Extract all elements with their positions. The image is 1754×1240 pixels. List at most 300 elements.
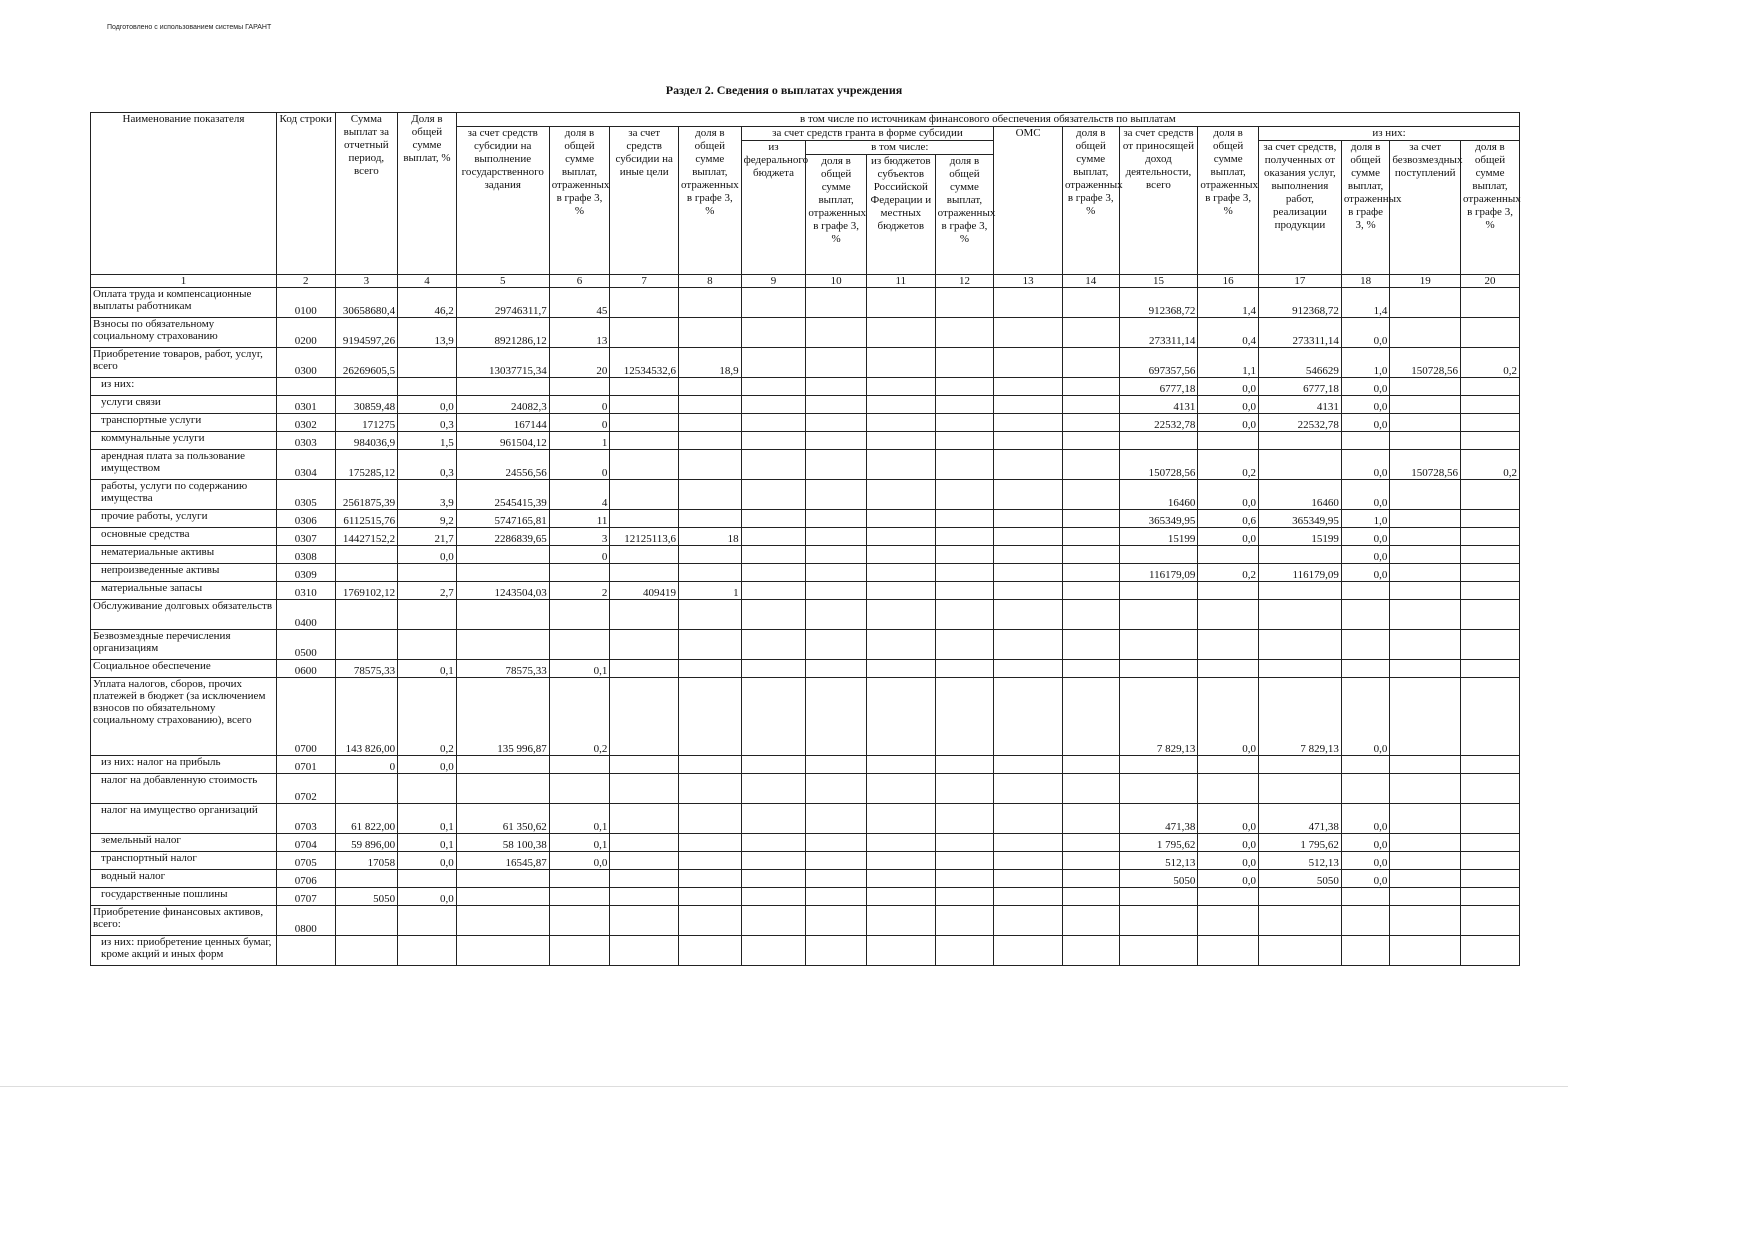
cell-col-14: [1062, 432, 1119, 450]
cell-col-12: [935, 834, 994, 852]
header-col-12: доля в общей сумме выплат, отраженных в графе 3, %: [935, 155, 994, 275]
table-row: [91, 852, 1520, 870]
cell-col-8: [679, 480, 742, 510]
cell-col-10: [806, 756, 867, 774]
cell-col-15: 6777,18: [1119, 378, 1198, 396]
row-code: 0704: [276, 834, 335, 852]
cell-col-7: [610, 804, 679, 834]
cell-col-5: [456, 600, 549, 630]
cell-col-15: 7 829,13: [1119, 678, 1198, 756]
cell-col-19: [1390, 678, 1461, 756]
cell-col-15: [1119, 660, 1198, 678]
cell-col-12: [935, 870, 994, 888]
cell-col-14: [1062, 288, 1119, 318]
cell-col-7: [610, 906, 679, 936]
cell-col-3: [335, 906, 398, 936]
cell-col-6: 0,1: [549, 660, 610, 678]
cell-col-17: 4131: [1258, 396, 1341, 414]
cell-col-10: [806, 852, 867, 870]
cell-col-18: [1341, 600, 1390, 630]
cell-col-15: [1119, 888, 1198, 906]
cell-col-19: [1390, 600, 1461, 630]
header-col-19: за счет безвозмездных поступлений: [1390, 141, 1461, 275]
cell-col-4: [398, 774, 457, 804]
cell-col-19: [1390, 546, 1461, 564]
cell-col-12: [935, 888, 994, 906]
cell-col-4: [398, 600, 457, 630]
cell-col-11: [866, 480, 935, 510]
row-name: земельный налог: [91, 834, 277, 852]
cell-col-8: 18: [679, 528, 742, 546]
cell-col-19: [1390, 870, 1461, 888]
cell-col-4: 13,9: [398, 318, 457, 348]
cell-col-3: [335, 936, 398, 966]
table-row: [91, 756, 1520, 774]
cell-col-5: 61 350,62: [456, 804, 549, 834]
cell-col-3: 26269605,5: [335, 348, 398, 378]
cell-col-12: [935, 756, 994, 774]
cell-col-6: 0: [549, 450, 610, 480]
cell-col-3: 5050: [335, 888, 398, 906]
table-row: [91, 510, 1520, 528]
cell-col-3: [335, 564, 398, 582]
cell-col-16: 1,4: [1198, 288, 1259, 318]
cell-col-8: [679, 288, 742, 318]
cell-col-14: [1062, 348, 1119, 378]
cell-col-12: [935, 414, 994, 432]
cell-col-12: [935, 318, 994, 348]
cell-col-18: 0,0: [1341, 546, 1390, 564]
cell-col-5: [456, 378, 549, 396]
row-code: 0703: [276, 804, 335, 834]
cell-col-8: [679, 378, 742, 396]
cell-col-13: [994, 510, 1063, 528]
cell-col-9: [741, 870, 806, 888]
cell-col-13: [994, 288, 1063, 318]
cell-col-8: [679, 936, 742, 966]
cell-col-15: 5050: [1119, 870, 1198, 888]
page-bottom-edge: [0, 1086, 1568, 1087]
cell-col-14: [1062, 318, 1119, 348]
cell-col-4: [398, 348, 457, 378]
cell-col-17: [1258, 774, 1341, 804]
cell-col-12: [935, 774, 994, 804]
cell-col-19: 150728,56: [1390, 450, 1461, 480]
cell-col-7: [610, 378, 679, 396]
table-row: [91, 414, 1520, 432]
cell-col-14: [1062, 396, 1119, 414]
table-row: [91, 288, 1520, 318]
header-col-7: за счет средств субсидии на иные цели: [610, 127, 679, 275]
cell-col-6: [549, 870, 610, 888]
cell-col-5: [456, 630, 549, 660]
table-row: [91, 378, 1520, 396]
cell-col-15: 1 795,62: [1119, 834, 1198, 852]
cell-col-7: [610, 600, 679, 630]
cell-col-3: 61 822,00: [335, 804, 398, 834]
cell-col-5: 8921286,12: [456, 318, 549, 348]
row-name: государственные пошлины: [91, 888, 277, 906]
cell-col-5: [456, 936, 549, 966]
cell-col-3: [335, 378, 398, 396]
cell-col-16: 0,2: [1198, 564, 1259, 582]
cell-col-14: [1062, 510, 1119, 528]
cell-col-15: [1119, 774, 1198, 804]
header-col-17: за счет средств, полученных от оказания услуг, выполнения работ, реализации продукции: [1258, 141, 1341, 275]
row-code: 0700: [276, 678, 335, 756]
cell-col-10: [806, 288, 867, 318]
row-code: 0800: [276, 906, 335, 936]
cell-col-10: [806, 804, 867, 834]
cell-col-9: [741, 630, 806, 660]
cell-col-8: [679, 888, 742, 906]
cell-col-18: 0,0: [1341, 450, 1390, 480]
column-number-15: 15: [1119, 275, 1198, 288]
cell-col-11: [866, 564, 935, 582]
cell-col-15: 697357,56: [1119, 348, 1198, 378]
cell-col-20: [1461, 660, 1520, 678]
row-name: Оплата труда и компенсационные выплаты работникам: [91, 288, 277, 318]
cell-col-7: [610, 834, 679, 852]
cell-col-16: [1198, 756, 1259, 774]
cell-col-20: [1461, 546, 1520, 564]
cell-col-7: [610, 852, 679, 870]
cell-col-14: [1062, 678, 1119, 756]
cell-col-6: 1: [549, 432, 610, 450]
cell-col-6: 0,0: [549, 852, 610, 870]
cell-col-5: 1243504,03: [456, 582, 549, 600]
column-number-18: 18: [1341, 275, 1390, 288]
cell-col-13: [994, 600, 1063, 630]
cell-col-4: 0,0: [398, 396, 457, 414]
cell-col-4: 0,1: [398, 834, 457, 852]
cell-col-12: [935, 348, 994, 378]
cell-col-18: 0,0: [1341, 804, 1390, 834]
cell-col-8: [679, 906, 742, 936]
cell-col-8: [679, 414, 742, 432]
row-name: прочие работы, услуги: [91, 510, 277, 528]
cell-col-20: [1461, 318, 1520, 348]
cell-col-19: [1390, 378, 1461, 396]
cell-col-14: [1062, 756, 1119, 774]
cell-col-17: 5050: [1258, 870, 1341, 888]
cell-col-6: 0: [549, 414, 610, 432]
column-number-10: 10: [806, 275, 867, 288]
cell-col-20: [1461, 510, 1520, 528]
cell-col-19: [1390, 774, 1461, 804]
cell-col-4: [398, 936, 457, 966]
cell-col-19: [1390, 834, 1461, 852]
cell-col-20: 0,2: [1461, 348, 1520, 378]
cell-col-9: [741, 888, 806, 906]
table-row: [91, 546, 1520, 564]
cell-col-11: [866, 756, 935, 774]
row-code: 0702: [276, 774, 335, 804]
cell-col-16: 0,0: [1198, 528, 1259, 546]
cell-col-4: 0,2: [398, 678, 457, 756]
cell-col-13: [994, 804, 1063, 834]
cell-col-17: 546629: [1258, 348, 1341, 378]
row-name: из них:: [91, 378, 277, 396]
cell-col-14: [1062, 804, 1119, 834]
cell-col-7: [610, 774, 679, 804]
cell-col-19: [1390, 906, 1461, 936]
cell-col-3: 6112515,76: [335, 510, 398, 528]
cell-col-17: [1258, 906, 1341, 936]
cell-col-3: 1769102,12: [335, 582, 398, 600]
cell-col-3: 2561875,39: [335, 480, 398, 510]
cell-col-18: [1341, 432, 1390, 450]
cell-col-6: 2: [549, 582, 610, 600]
cell-col-16: 0,0: [1198, 834, 1259, 852]
cell-col-14: [1062, 774, 1119, 804]
cell-col-12: [935, 804, 994, 834]
cell-col-20: 0,2: [1461, 450, 1520, 480]
cell-col-4: 21,7: [398, 528, 457, 546]
row-code: 0701: [276, 756, 335, 774]
cell-col-13: [994, 348, 1063, 378]
cell-col-6: 3: [549, 528, 610, 546]
cell-col-9: [741, 432, 806, 450]
cell-col-19: [1390, 804, 1461, 834]
row-name: транспортные услуги: [91, 414, 277, 432]
cell-col-12: [935, 582, 994, 600]
table-row: [91, 564, 1520, 582]
cell-col-16: [1198, 600, 1259, 630]
cell-col-18: 1,0: [1341, 348, 1390, 378]
cell-col-16: 0,0: [1198, 804, 1259, 834]
cell-col-6: [549, 756, 610, 774]
cell-col-11: [866, 414, 935, 432]
column-number-2: 2: [276, 275, 335, 288]
row-code: 0306: [276, 510, 335, 528]
cell-col-19: [1390, 888, 1461, 906]
cell-col-6: 13: [549, 318, 610, 348]
cell-col-14: [1062, 600, 1119, 630]
row-name: транспортный налог: [91, 852, 277, 870]
column-number-1: 1: [91, 275, 277, 288]
cell-col-15: [1119, 630, 1198, 660]
cell-col-8: [679, 546, 742, 564]
cell-col-9: [741, 804, 806, 834]
cell-col-14: [1062, 888, 1119, 906]
cell-col-14: [1062, 834, 1119, 852]
row-name: услуги связи: [91, 396, 277, 414]
cell-col-4: 0,1: [398, 660, 457, 678]
payments-table: [90, 112, 1520, 966]
cell-col-14: [1062, 528, 1119, 546]
cell-col-19: [1390, 318, 1461, 348]
table-row: [91, 660, 1520, 678]
cell-col-4: [398, 870, 457, 888]
cell-col-3: 17058: [335, 852, 398, 870]
cell-col-3: 14427152,2: [335, 528, 398, 546]
cell-col-12: [935, 288, 994, 318]
cell-col-19: [1390, 936, 1461, 966]
cell-col-17: [1258, 888, 1341, 906]
cell-col-8: 1: [679, 582, 742, 600]
cell-col-17: 273311,14: [1258, 318, 1341, 348]
cell-col-16: [1198, 582, 1259, 600]
cell-col-8: [679, 660, 742, 678]
cell-col-4: 0,3: [398, 450, 457, 480]
cell-col-20: [1461, 600, 1520, 630]
cell-col-4: 9,2: [398, 510, 457, 528]
header-col-16: доля в общей сумме выплат, отраженных в графе 3, %: [1198, 127, 1259, 275]
cell-col-20: [1461, 870, 1520, 888]
cell-col-15: 471,38: [1119, 804, 1198, 834]
cell-col-13: [994, 852, 1063, 870]
cell-col-12: [935, 600, 994, 630]
header-col-20: доля в общей сумме выплат, отраженных в графе 3, %: [1461, 141, 1520, 275]
table-row: [91, 600, 1520, 630]
cell-col-8: [679, 432, 742, 450]
cell-col-7: [610, 480, 679, 510]
cell-col-19: [1390, 630, 1461, 660]
cell-col-9: [741, 546, 806, 564]
table-row: [91, 678, 1520, 756]
cell-col-3: 984036,9: [335, 432, 398, 450]
cell-col-16: 0,0: [1198, 414, 1259, 432]
cell-col-13: [994, 432, 1063, 450]
cell-col-4: 0,0: [398, 852, 457, 870]
cell-col-19: [1390, 288, 1461, 318]
cell-col-3: 0: [335, 756, 398, 774]
cell-col-11: [866, 396, 935, 414]
cell-col-16: 0,2: [1198, 450, 1259, 480]
cell-col-11: [866, 528, 935, 546]
cell-col-20: [1461, 582, 1520, 600]
cell-col-4: 3,9: [398, 480, 457, 510]
row-name: нематериальные активы: [91, 546, 277, 564]
cell-col-13: [994, 678, 1063, 756]
cell-col-9: [741, 348, 806, 378]
cell-col-9: [741, 318, 806, 348]
cell-col-15: [1119, 432, 1198, 450]
cell-col-15: [1119, 546, 1198, 564]
row-code: 0706: [276, 870, 335, 888]
row-code: [276, 378, 335, 396]
cell-col-18: 0,0: [1341, 678, 1390, 756]
cell-col-9: [741, 660, 806, 678]
cell-col-18: 0,0: [1341, 528, 1390, 546]
cell-col-18: [1341, 630, 1390, 660]
cell-col-12: [935, 936, 994, 966]
row-code: 0100: [276, 288, 335, 318]
cell-col-20: [1461, 630, 1520, 660]
cell-col-13: [994, 756, 1063, 774]
table-row: [91, 870, 1520, 888]
column-number-17: 17: [1258, 275, 1341, 288]
cell-col-4: [398, 906, 457, 936]
section-title: Раздел 2. Сведения о выплатах учреждения: [665, 83, 903, 97]
cell-col-4: 0,0: [398, 888, 457, 906]
cell-col-9: [741, 450, 806, 480]
cell-col-7: [610, 288, 679, 318]
cell-col-3: [335, 546, 398, 564]
cell-col-12: [935, 480, 994, 510]
column-number-11: 11: [866, 275, 935, 288]
header-of-them: из них:: [1258, 127, 1519, 141]
row-name: непроизведенные активы: [91, 564, 277, 582]
cell-col-7: [610, 678, 679, 756]
cell-col-15: 512,13: [1119, 852, 1198, 870]
row-code: 0200: [276, 318, 335, 348]
cell-col-17: [1258, 660, 1341, 678]
cell-col-20: [1461, 396, 1520, 414]
cell-col-11: [866, 510, 935, 528]
cell-col-8: [679, 756, 742, 774]
cell-col-20: [1461, 414, 1520, 432]
cell-col-8: [679, 510, 742, 528]
cell-col-18: 0,0: [1341, 480, 1390, 510]
cell-col-18: 0,0: [1341, 834, 1390, 852]
row-code: 0705: [276, 852, 335, 870]
cell-col-13: [994, 396, 1063, 414]
header-col-15: за счет средств от приносящей доход деятельности, всего: [1119, 127, 1198, 275]
table-row: [91, 936, 1520, 966]
cell-col-7: [610, 630, 679, 660]
cell-col-4: 0,1: [398, 804, 457, 834]
row-code: 0305: [276, 480, 335, 510]
cell-col-18: 0,0: [1341, 870, 1390, 888]
cell-col-13: [994, 774, 1063, 804]
cell-col-17: 1 795,62: [1258, 834, 1341, 852]
row-code: 0300: [276, 348, 335, 378]
cell-col-6: 45: [549, 288, 610, 318]
cell-col-16: [1198, 432, 1259, 450]
cell-col-8: [679, 678, 742, 756]
cell-col-11: [866, 630, 935, 660]
cell-col-7: [610, 318, 679, 348]
cell-col-15: 16460: [1119, 480, 1198, 510]
cell-col-20: [1461, 756, 1520, 774]
cell-col-18: 1,4: [1341, 288, 1390, 318]
cell-col-17: 471,38: [1258, 804, 1341, 834]
row-name: арендная плата за пользование имуществом: [91, 450, 277, 480]
cell-col-13: [994, 660, 1063, 678]
cell-col-17: 365349,95: [1258, 510, 1341, 528]
cell-col-3: [335, 870, 398, 888]
cell-col-19: [1390, 528, 1461, 546]
cell-col-6: 20: [549, 348, 610, 378]
header-col-18: доля в общей сумме выплат, отраженных в графе 3, %: [1341, 141, 1390, 275]
cell-col-12: [935, 510, 994, 528]
cell-col-19: [1390, 852, 1461, 870]
header-col-11: из бюджетов субъектов Российской Федерации и местных бюджетов: [866, 155, 935, 275]
column-number-9: 9: [741, 275, 806, 288]
cell-col-20: [1461, 378, 1520, 396]
cell-col-11: [866, 378, 935, 396]
column-number-5: 5: [456, 275, 549, 288]
cell-col-7: [610, 870, 679, 888]
cell-col-13: [994, 936, 1063, 966]
row-name: Приобретение финансовых активов, всего:: [91, 906, 277, 936]
column-number-12: 12: [935, 275, 994, 288]
cell-col-16: 1,1: [1198, 348, 1259, 378]
cell-col-16: [1198, 660, 1259, 678]
cell-col-10: [806, 888, 867, 906]
cell-col-14: [1062, 936, 1119, 966]
cell-col-9: [741, 774, 806, 804]
cell-col-14: [1062, 852, 1119, 870]
cell-col-5: 13037715,34: [456, 348, 549, 378]
cell-col-15: 15199: [1119, 528, 1198, 546]
header-name: Наименование показателя: [91, 113, 277, 275]
cell-col-16: 0,0: [1198, 870, 1259, 888]
cell-col-10: [806, 660, 867, 678]
cell-col-12: [935, 660, 994, 678]
